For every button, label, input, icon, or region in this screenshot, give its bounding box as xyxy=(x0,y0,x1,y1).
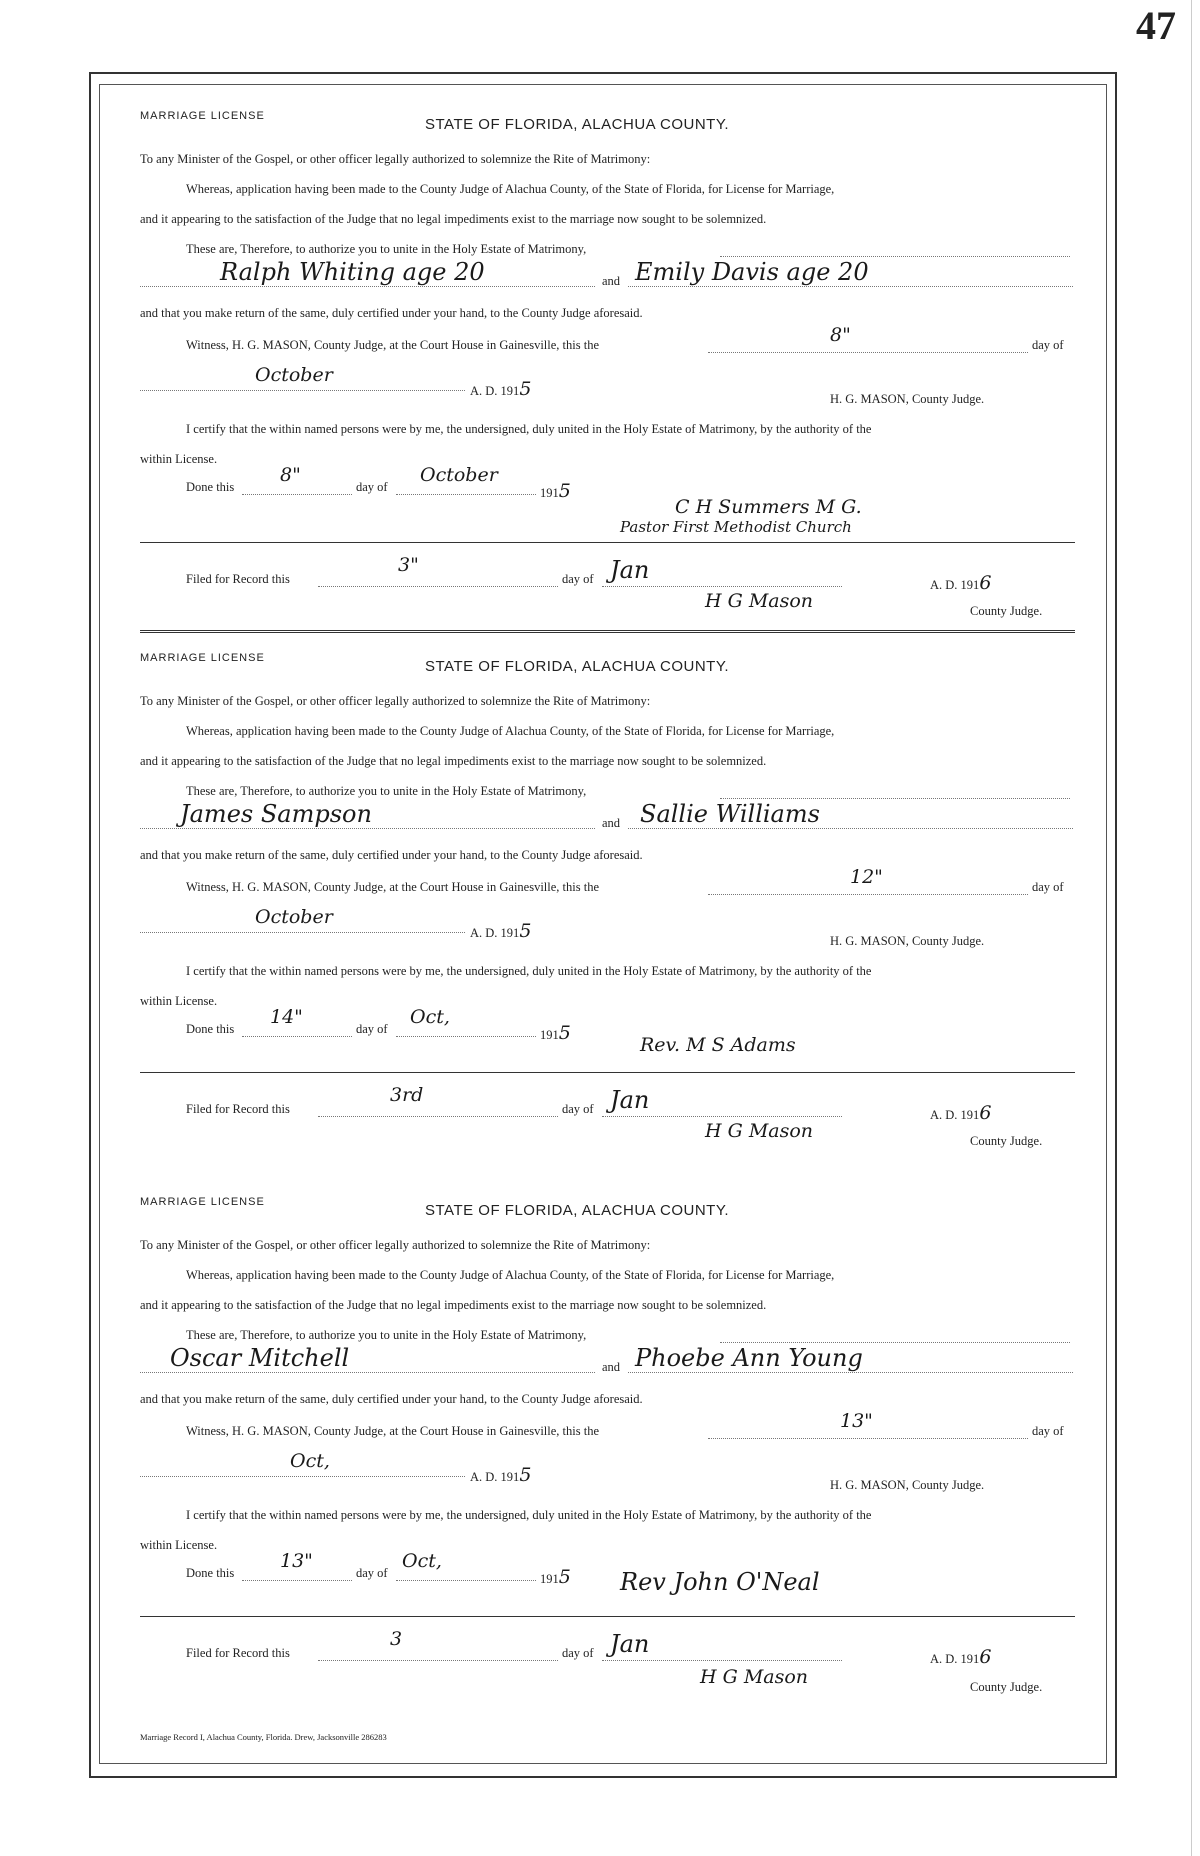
license-label: MARRIAGE LICENSE xyxy=(140,110,265,122)
bride-name: Sallie Williams xyxy=(640,800,820,828)
ad-label: A. D. 1915 xyxy=(470,1464,532,1486)
marriage-license-1 xyxy=(140,110,1075,640)
clerk-signature: H G Mason xyxy=(705,590,814,612)
filed-label: Filed for Record this xyxy=(186,1102,290,1116)
within-license-text: within License. xyxy=(140,452,218,466)
done-day-of-label: day of xyxy=(356,480,388,494)
license-label: MARRIAGE LICENSE xyxy=(140,1196,265,1208)
done-this-label: Done this xyxy=(186,1566,235,1580)
these-are-text: These are, Therefore, to authorize you to unite in the Holy Estate of Matrimony, xyxy=(186,242,587,256)
and-word: and xyxy=(602,274,621,288)
license-label: MARRIAGE LICENSE xyxy=(140,652,265,664)
done-this-label: Done this xyxy=(186,1022,235,1036)
filed-day-of-label: day of xyxy=(562,1102,594,1116)
whereas-text: Whereas, application having been made to the County Judge of Alachua County, of the State of Florida, for License for Marriage, xyxy=(186,1268,835,1282)
judge-label: H. G. MASON, County Judge. xyxy=(830,392,985,406)
witness-day: 8" xyxy=(830,324,851,346)
and-word: and xyxy=(602,816,621,830)
to-any-minister-text: To any Minister of the Gospel, or other officer legally authorized to solemnize the Rite of Matrimony: xyxy=(140,694,651,708)
certify-text: I certify that the within named persons were by me, the undersigned, duly united in the Holy Estate of Matrimony, by the authority of the xyxy=(186,1508,872,1522)
witness-text: Witness, H. G. MASON, County Judge, at the Court House in Gainesville, this the xyxy=(186,338,600,352)
certify-text: I certify that the within named persons were by me, the undersigned, duly united in the Holy Estate of Matrimony, by the authority of the xyxy=(186,964,872,978)
done-month: October xyxy=(420,464,498,486)
to-any-minister-text: To any Minister of the Gospel, or other officer legally authorized to solemnize the Rite of Matrimony: xyxy=(140,1238,651,1252)
done-day-of-label: day of xyxy=(356,1022,388,1036)
license-state-heading: STATE OF FLORIDA, ALACHUA COUNTY. xyxy=(425,116,730,133)
marriage-license-2 xyxy=(140,652,1075,1172)
done-day: 14" xyxy=(270,1006,303,1028)
witness-day: 12" xyxy=(850,866,883,888)
witness-text: Witness, H. G. MASON, County Judge, at the Court House in Gainesville, this the xyxy=(186,1424,600,1438)
officiant-signature: Rev John O'Neal xyxy=(620,1568,820,1596)
groom-name: Oscar Mitchell xyxy=(170,1344,350,1372)
return-text: and that you make return of the same, duly certified under your hand, to the County Judge aforesaid. xyxy=(140,848,643,862)
appearing-text: and it appearing to the satisfaction of the Judge that no legal impediments exist to the marriage now sought to be solemnized. xyxy=(140,754,767,768)
certify-text: I certify that the within named persons were by me, the undersigned, duly united in the Holy Estate of Matrimony, by the authority of the xyxy=(186,422,872,436)
county-judge-label: County Judge. xyxy=(970,1680,1043,1694)
witness-month: October xyxy=(255,906,333,928)
bride-name: Emily Davis age 20 xyxy=(635,258,869,286)
clerk-signature: H G Mason xyxy=(700,1666,809,1688)
done-day: 13" xyxy=(280,1550,313,1572)
license-state-heading: STATE OF FLORIDA, ALACHUA COUNTY. xyxy=(425,658,730,675)
witness-day: 13" xyxy=(840,1410,873,1432)
county-judge-label: County Judge. xyxy=(970,604,1043,618)
to-any-minister-text: To any Minister of the Gospel, or other officer legally authorized to solemnize the Rite of Matrimony: xyxy=(140,152,651,166)
done-year-label: 1915 xyxy=(540,1566,571,1588)
done-year-label: 1915 xyxy=(540,1022,571,1044)
day-of-label: day of xyxy=(1032,338,1064,352)
witness-month: Oct, xyxy=(290,1450,330,1472)
officiant-title: Pastor First Methodist Church xyxy=(620,518,852,536)
appearing-text: and it appearing to the satisfaction of the Judge that no legal impediments exist to the marriage now sought to be solemnized. xyxy=(140,1298,767,1312)
whereas-text: Whereas, application having been made to the County Judge of Alachua County, of the State of Florida, for License for Marriage, xyxy=(186,724,835,738)
done-day: 8" xyxy=(280,464,301,486)
marriage-license-3 xyxy=(140,1196,1075,1716)
filed-year-label: A. D. 1916 xyxy=(930,572,992,594)
within-license-text: within License. xyxy=(140,994,218,1008)
done-month: Oct, xyxy=(410,1006,450,1028)
bride-name: Phoebe Ann Young xyxy=(635,1344,863,1372)
officiant-signature: C H Summers M G. xyxy=(675,496,862,518)
filed-label: Filed for Record this xyxy=(186,1646,290,1660)
county-judge-label: County Judge. xyxy=(970,1134,1043,1148)
filed-day: 3" xyxy=(398,554,419,576)
page-edge xyxy=(1191,0,1200,1856)
filed-month: Jan xyxy=(610,1630,650,1658)
footer-imprint: Marriage Record I, Alachua County, Florida. Drew, Jacksonville 286283 xyxy=(140,1732,387,1742)
filed-day: 3 xyxy=(390,1628,403,1650)
appearing-text: and it appearing to the satisfaction of the Judge that no legal impediments exist to the marriage now sought to be solemnized. xyxy=(140,212,767,226)
within-license-text: within License. xyxy=(140,1538,218,1552)
and-word: and xyxy=(602,1360,621,1374)
clerk-signature: H G Mason xyxy=(705,1120,814,1142)
page-number: 47 xyxy=(1136,3,1176,48)
return-text: and that you make return of the same, duly certified under your hand, to the County Judge aforesaid. xyxy=(140,1392,643,1406)
judge-label: H. G. MASON, County Judge. xyxy=(830,934,985,948)
filed-day-of-label: day of xyxy=(562,1646,594,1660)
filed-month: Jan xyxy=(610,556,650,584)
these-are-text: These are, Therefore, to authorize you to unite in the Holy Estate of Matrimony, xyxy=(186,784,587,798)
done-this-label: Done this xyxy=(186,480,235,494)
ad-label: A. D. 1915 xyxy=(470,920,532,942)
these-are-text: These are, Therefore, to authorize you to unite in the Holy Estate of Matrimony, xyxy=(186,1328,587,1342)
officiant-signature: Rev. M S Adams xyxy=(640,1034,796,1056)
groom-name: Ralph Whiting age 20 xyxy=(220,258,485,286)
filed-year-label: A. D. 1916 xyxy=(930,1646,992,1668)
return-text: and that you make return of the same, duly certified under your hand, to the County Judge aforesaid. xyxy=(140,306,643,320)
filed-day: 3rd xyxy=(390,1084,424,1106)
filed-label: Filed for Record this xyxy=(186,572,290,586)
license-state-heading: STATE OF FLORIDA, ALACHUA COUNTY. xyxy=(425,1202,730,1219)
day-of-label: day of xyxy=(1032,880,1064,894)
judge-label: H. G. MASON, County Judge. xyxy=(830,1478,985,1492)
filed-day-of-label: day of xyxy=(562,572,594,586)
filed-month: Jan xyxy=(610,1086,650,1114)
day-of-label: day of xyxy=(1032,1424,1064,1438)
filed-year-label: A. D. 1916 xyxy=(930,1102,992,1124)
whereas-text: Whereas, application having been made to the County Judge of Alachua County, of the State of Florida, for License for Marriage, xyxy=(186,182,835,196)
done-month: Oct, xyxy=(402,1550,442,1572)
ad-label: A. D. 1915 xyxy=(470,378,532,400)
done-day-of-label: day of xyxy=(356,1566,388,1580)
done-year-label: 1915 xyxy=(540,480,571,502)
witness-month: October xyxy=(255,364,333,386)
groom-name: James Sampson xyxy=(180,800,372,828)
witness-text: Witness, H. G. MASON, County Judge, at the Court House in Gainesville, this the xyxy=(186,880,600,894)
